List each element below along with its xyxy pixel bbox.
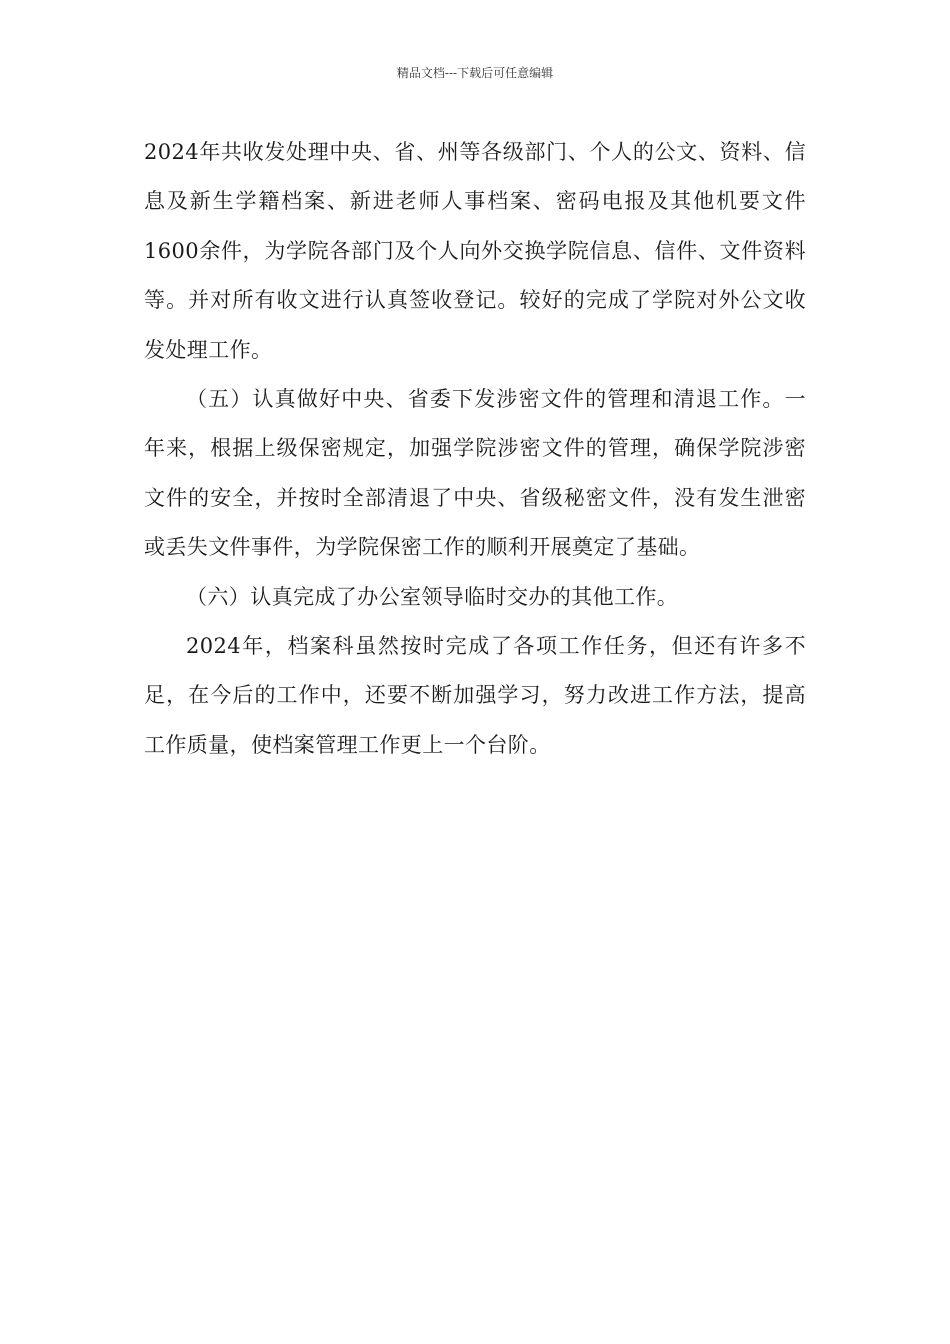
paragraph-other-tasks: （六）认真完成了办公室领导临时交办的其他工作。 [186, 584, 679, 609]
page-header: 精品文档---下载后可任意编辑 [396, 66, 554, 80]
document-body [144, 128, 806, 770]
paragraph-intake-summary: 2024年共收发处理中央、省、州等各级部门、个人的公文、资料、信息及新生学籍档案、新进老师人事档案、密码电报及其他机要文件1600余件，为学院各部门及个人向外交换学院信息、信件、文件资料等。并对所有收文进行认真签收登记。较好的完成了学院对外公文收发处理工作。 [144, 140, 806, 362]
paragraph-classified-files: （五）认真做好中央、省委下发涉密文件的管理和清退工作。一年来，根据上级保密规定，加强学院涉密文件的管理，确保学院涉密文件的安全，并按时全部清退了中央、省级秘密文件，没有发生泄密或丢失文件事件，为学院保密工作的顺利开展奠定了基础。 [144, 387, 806, 560]
paragraph-conclusion: 2024年，档案科虽然按时完成了各项工作任务，但还有许多不足，在今后的工作中，还要不断加强学习，努力改进工作方法，提高工作质量，使档案管理工作更上一个台阶。 [144, 634, 806, 757]
